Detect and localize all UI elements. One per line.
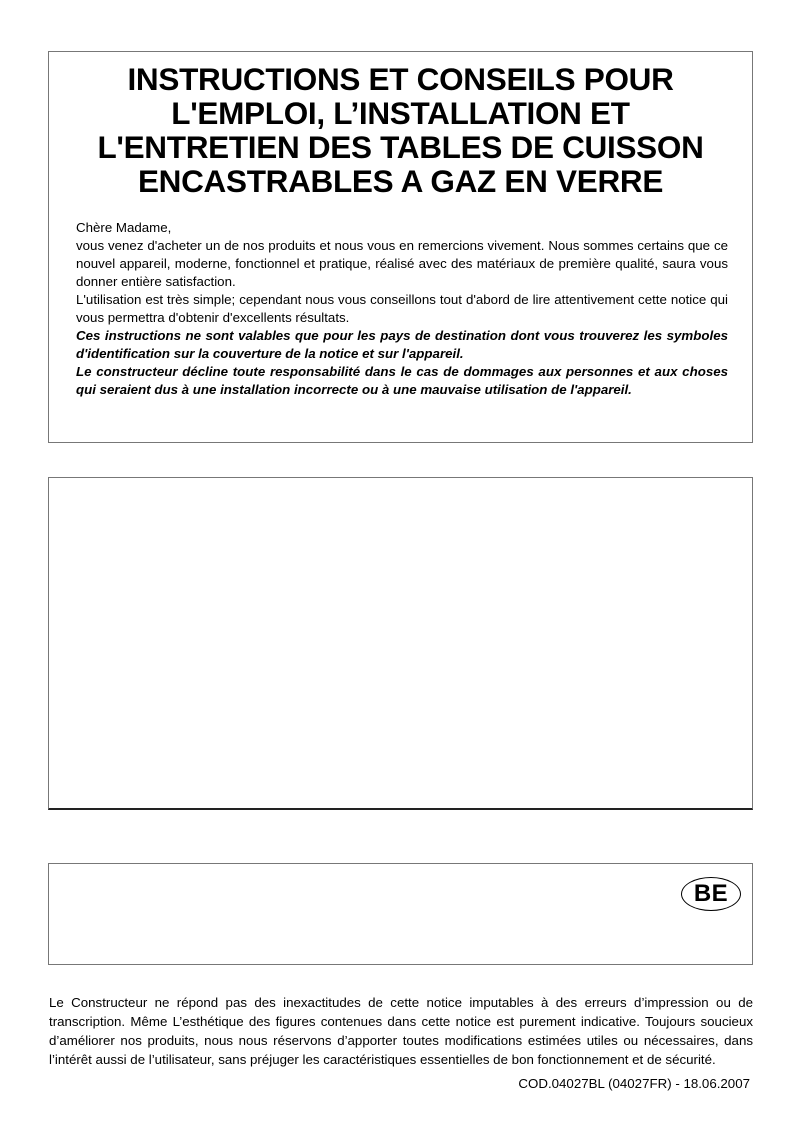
letter-paragraph: vous venez d'acheter un de nos produits et nous vous en remercions vivement. Nous sommes certains que ce nouvel appareil, moderne, fonctionnel et pratique, réalisé avec des matériaux de première qualité, saura vous donner entière satisfaction. bbox=[76, 238, 728, 289]
product-image-area bbox=[48, 477, 753, 810]
intro-letter bbox=[76, 219, 728, 399]
title-line: INSTRUCTIONS ET CONSEILS POUR bbox=[127, 61, 674, 97]
manufacturer-disclaimer: Le Constructeur ne répond pas des inexactitudes de cette notice imputables à des erreurs d’impression ou de transcription. Même L’esthétique des figures contenues dans cette notice est purement indicative. Toujours soucieux d’améliorer nos produits, nous nous réservons d’apporter toutes modifications estimées utiles ou nécessaires, dans l’intérêt aussi de l’utilisateur, sans préjuger les caractéristiques essentielles de bon fonctionnement et de sécurité. bbox=[49, 995, 753, 1067]
intro-box bbox=[48, 51, 753, 443]
title-line: L'ENTRETIEN DES TABLES DE CUISSON bbox=[97, 129, 704, 165]
country-box bbox=[48, 863, 753, 965]
document-code: COD.04027BL (04027FR) - 18.06.2007 bbox=[518, 1076, 750, 1091]
country-code-badge: BE bbox=[681, 877, 741, 911]
title-line: ENCASTRABLES A GAZ EN VERRE bbox=[137, 163, 664, 199]
salutation: Chère Madame, bbox=[76, 220, 172, 235]
validity-notice: Ces instructions ne sont valables que pour les pays de destination dont vous trouverez les symboles d'identification sur la couverture de la notice et sur l'appareil. bbox=[76, 328, 728, 361]
document-title bbox=[49, 62, 752, 198]
letter-paragraph: L'utilisation est très simple; cependant nous vous conseillons tout d'abord de lire attentivement cette notice qui vous permettra d'obtenir d'excellents résultats. bbox=[76, 292, 728, 325]
liability-notice: Le constructeur décline toute responsabilité dans le cas de dommages aux personnes et aux choses qui seraient dus à une installation incorrecte ou à une mauvaise utilisation de l'appareil. bbox=[76, 364, 728, 397]
title-line: L'EMPLOI, L’INSTALLATION ET bbox=[171, 95, 630, 131]
